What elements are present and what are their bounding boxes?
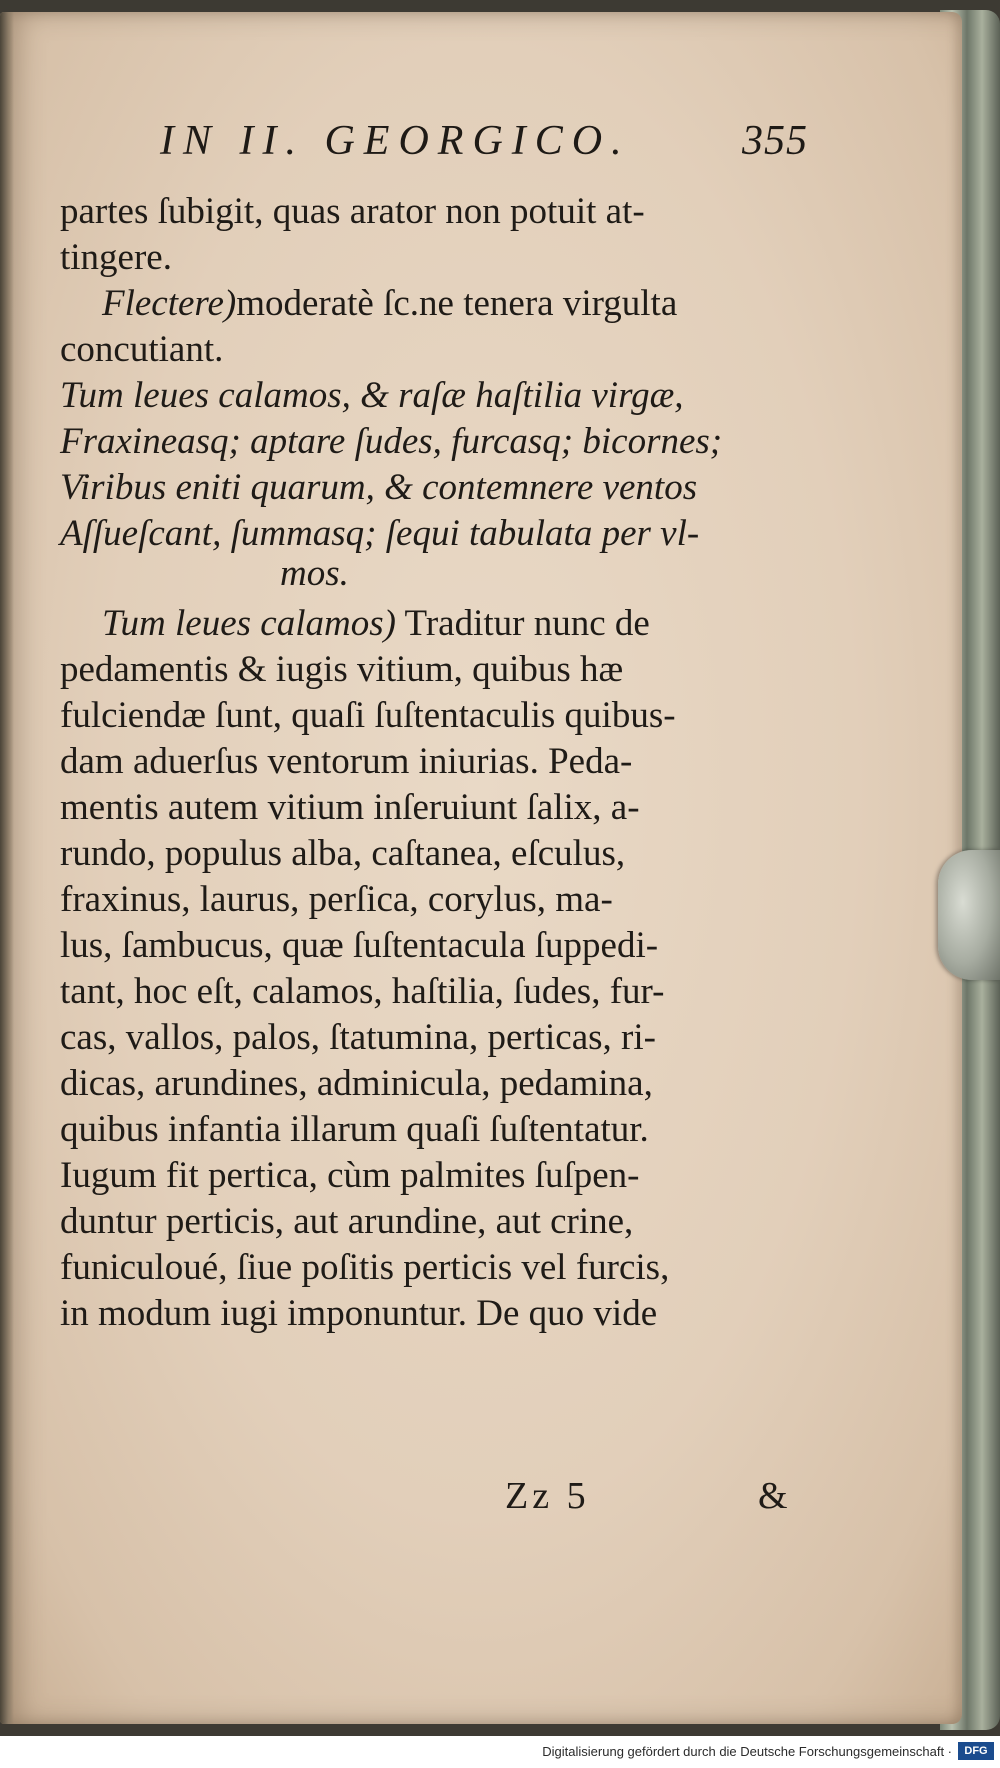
lemma: Tum leues calamos) [102,603,396,644]
text-line: concutiant. [60,329,224,370]
signature-mark: Zz 5 [505,1475,590,1517]
text-line: fulciendæ ſunt, quaſi ſuſtentaculis quibus- [60,695,676,736]
page-header [160,117,820,177]
text-line: tingere. [60,237,172,278]
digitization-credit: Digitalisierung gefördert durch die Deutsche Forschungsgemeinschaft · [542,1744,952,1759]
verse-line: mos. [280,553,349,594]
text-line: funiculoué, ſiue poſitis perticis vel furcis, [60,1247,670,1288]
text-line: duntur perticis, aut arundine, aut crine, [60,1201,634,1242]
catchword: & [758,1475,792,1517]
verse-line: Fraxineasq; aptare ſudes, furcasq; bicornes; [60,421,723,462]
text-line: dicas, arundines, adminicula, pedamina, [60,1063,653,1104]
text-line: cas, vallos, palos, ſtatumina, perticas, ri- [60,1017,656,1058]
dfg-logo-icon: DFG [958,1742,994,1760]
book-clasp [938,850,1000,980]
text-line: partes ſubigit, quas arator non potuit at- [60,191,645,232]
page-number: 355 [742,118,808,164]
lemma: Flectere) [102,283,237,324]
verse-line: Tum leues calamos, & raſæ haſtilia virgæ, [60,375,684,416]
digitization-footer [0,1736,1000,1768]
verse-line: Viribus eniti quarum, & contemnere ventos [60,467,698,508]
text-line: rundo, populus alba, caſtanea, eſculus, [60,833,626,874]
text-line: Iugum fit pertica, cùm palmites ſuſpen- [60,1155,640,1196]
text-line: tant, hoc eſt, calamos, haſtilia, ſudes, fur- [60,971,665,1012]
text-line: pedamentis & iugis vitium, quibus hæ [60,649,624,690]
verse-line: Aſſueſcant, ſummasq; ſequi tabulata per vl- [60,513,700,554]
text-line: quibus infantia illarum quaſi ſuſtentatur. [60,1109,649,1150]
text-line: dam aduerſus ventorum iniurias. Peda- [60,741,633,782]
text-line: mentis autem vitium inſeruiunt ſalix, a- [60,787,640,828]
text-line: Flectere)moderatè ſc.ne tenera virgulta [102,283,678,324]
text-line: fraxinus, laurus, perſica, corylus, ma- [60,879,613,920]
text-line: Tum leues calamos) Traditur nunc de [102,603,650,644]
text-line: lus, ſambucus, quæ ſuſtentacula ſuppedi- [60,925,659,966]
text-line: in modum iugi imponuntur. De quo vide [60,1293,658,1334]
running-head: IN II. GEORGICO. [160,118,631,164]
book-page [0,12,962,1724]
